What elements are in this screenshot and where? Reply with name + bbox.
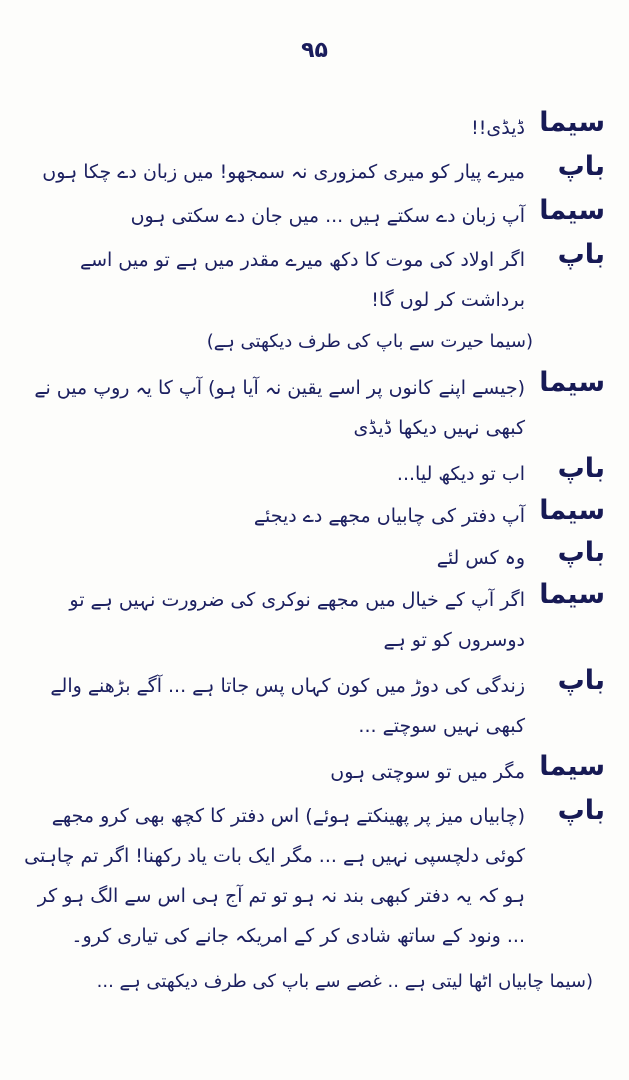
dialogue-line bbox=[17, 240, 607, 320]
dialogue-text: اگر اولاد کی موت کا دکھ میرے مقدر میں ہے تو میں اسے برداشت کر لوں گا! bbox=[79, 249, 525, 311]
dialogue-text: آپ دفتر کی چابیاں مجھے دے دیجئے bbox=[253, 505, 525, 527]
dialogue-text: (چابیاں میز پر پھینکتے ہوئے) اس دفتر کا کچھ بھی کرو مجھے کوئی دلچسپی نہیں ہے ... مگر ایک بات یاد رکھنا! اگر تم چاہتی ہو کہ یہ دفتر کبھی بند نہ ہو تو تم آج ہی اس سے الگ ہو کر ... ونود کے ساتھ شادی کر کے امریکہ جانے کی تیاری کرو۔ bbox=[24, 805, 525, 947]
dialogue-text: ڈیڈی!! bbox=[471, 117, 525, 139]
dialogue-line bbox=[17, 796, 607, 956]
dialogue-text: (جیسے اپنے کانوں پر اسے یقین نہ آیا ہو) آپ کا یہ روپ میں نے کبھی نہیں دیکھا ڈیڈی bbox=[34, 377, 525, 439]
speaker-name: باپ bbox=[557, 665, 605, 696]
page-number: ۹۵ bbox=[301, 38, 328, 63]
dialogue-text: زندگی کی دوڑ میں کون کہاں پس جاتا ہے ... آگے بڑھنے والے کبھی نہیں سوچتے ... bbox=[50, 675, 525, 737]
speaker-name: باپ bbox=[557, 239, 605, 270]
dialogue-text: میرے پیار کو میری کمزوری نہ سمجھو! میں زبان دے چکا ہوں bbox=[42, 161, 525, 183]
speaker-name: سیما bbox=[539, 367, 605, 398]
script-dialogue bbox=[0, 96, 629, 1066]
dialogue-text: آپ زبان دے سکتے ہیں ... میں جان دے سکتی ہوں bbox=[130, 205, 525, 227]
speaker-name: باپ bbox=[557, 151, 605, 182]
dialogue-text: اب تو دیکھ لیا... bbox=[396, 463, 525, 485]
speaker-name: سیما bbox=[539, 195, 605, 226]
dialogue-line bbox=[17, 108, 607, 148]
dialogue-line bbox=[17, 580, 607, 660]
dialogue-text: مگر میں تو سوچتی ہوں bbox=[330, 761, 525, 783]
dialogue-text: اگر آپ کے خیال میں مجھے نوکری کی ضرورت نہیں ہے تو دوسروں کو تو ہے bbox=[69, 589, 525, 651]
speaker-name: باپ bbox=[557, 537, 605, 568]
dialogue-text: وہ کس لئے bbox=[436, 547, 525, 569]
dialogue-line bbox=[17, 538, 607, 578]
speaker-name: سیما bbox=[539, 579, 605, 610]
dialogue-line bbox=[17, 454, 607, 494]
speaker-name: باپ bbox=[557, 795, 605, 826]
speaker-name: سیما bbox=[539, 751, 605, 782]
dialogue-line bbox=[17, 496, 607, 536]
dialogue-line bbox=[17, 196, 607, 236]
dialogue-line bbox=[17, 152, 607, 192]
dialogue-line bbox=[17, 666, 607, 746]
dialogue-line bbox=[17, 368, 607, 448]
dialogue-line bbox=[17, 752, 607, 792]
speaker-name: سیما bbox=[539, 107, 605, 138]
speaker-name: سیما bbox=[539, 495, 605, 526]
speaker-name: باپ bbox=[557, 453, 605, 484]
stage-direction: (سیما چابیاں اٹھا لیتی ہے .. غصے سے باپ کی طرف دیکھتی ہے ... bbox=[96, 971, 593, 992]
stage-direction: (سیما حیرت سے باپ کی طرف دیکھتی ہے) bbox=[206, 331, 533, 352]
